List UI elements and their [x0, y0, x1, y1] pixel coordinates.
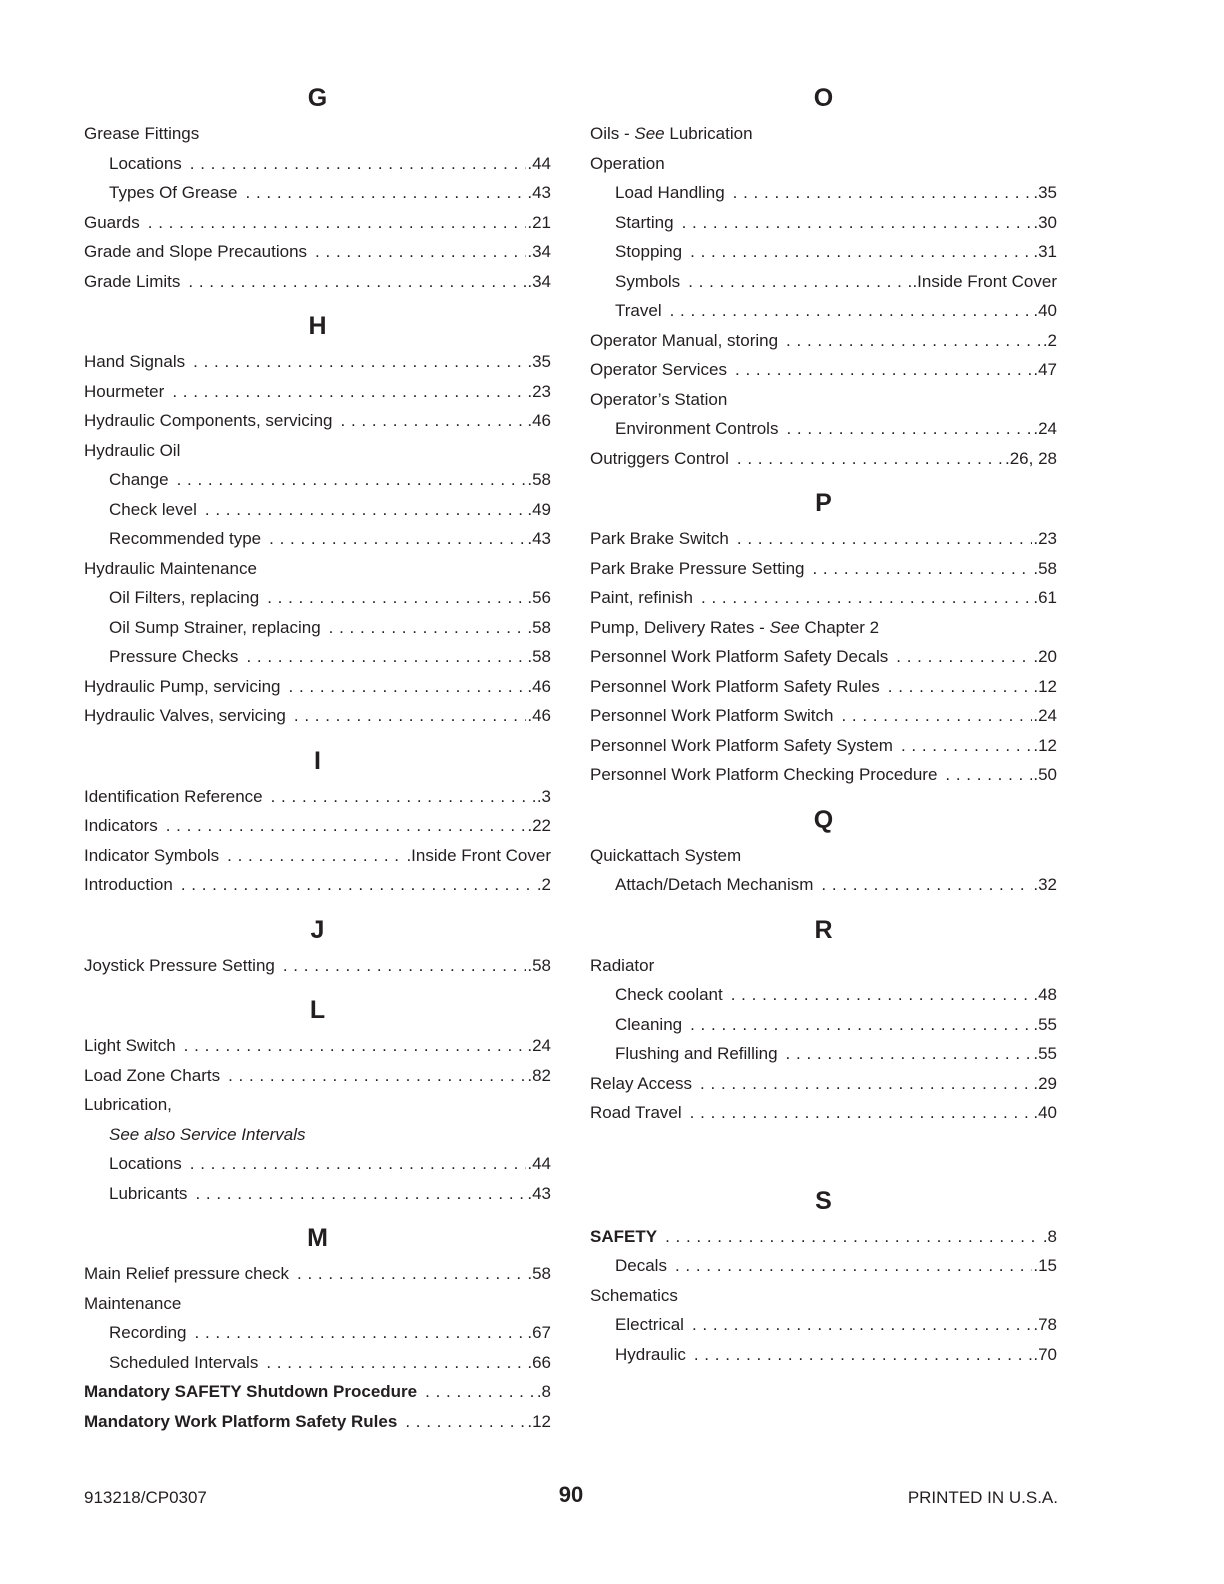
- dot-leader: [700, 1069, 1032, 1099]
- page-footer: [84, 1482, 1058, 1512]
- dot-leader: [688, 267, 911, 297]
- section-letter-g: G: [307, 84, 328, 112]
- dot-leader: [945, 760, 1032, 790]
- dot-leader: [195, 1179, 526, 1209]
- index-entry: Main Relief pressure check . . . .58: [84, 1259, 551, 1289]
- index-entry: Operator’s Station: [590, 389, 728, 409]
- dot-leader: [190, 1149, 527, 1179]
- section-letter-m: M: [307, 1224, 328, 1252]
- index-entry: Paint, refinish . . . .61: [590, 583, 1057, 613]
- dot-leader: [682, 208, 1033, 238]
- index-entry: Starting . . . .30: [590, 208, 1057, 238]
- section-letter-r: R: [814, 915, 833, 944]
- index-column-right: [590, 80, 1057, 1369]
- index-entry: Personnel Work Platform Checking Procedure . . . .50: [590, 760, 1057, 790]
- index-entry: Decals . . . .15: [590, 1251, 1057, 1281]
- section-letter-l: L: [309, 996, 326, 1024]
- spacer: [590, 790, 1057, 802]
- dot-leader: [731, 980, 1033, 1010]
- dot-leader: [737, 444, 1004, 474]
- dot-leader: [733, 178, 1033, 208]
- index-entry: Check coolant . . . .48: [590, 980, 1057, 1010]
- spacer: [590, 900, 1057, 912]
- dot-leader: [172, 377, 526, 407]
- dot-leader: [205, 495, 526, 525]
- dot-leader: [227, 841, 405, 871]
- index-entry: See also Service Intervals: [109, 1124, 306, 1144]
- index-entry: Lubricants . . . .43: [84, 1179, 551, 1209]
- index-column-left: [84, 80, 551, 1436]
- dot-leader: [177, 465, 527, 495]
- index-entry: SAFETY . . . .8: [590, 1222, 1057, 1252]
- dot-leader: [188, 267, 526, 297]
- page-number: 90: [558, 1482, 584, 1507]
- spacer: [84, 900, 551, 912]
- spacer: [84, 296, 551, 308]
- index-entry: Load Handling . . . .35: [590, 178, 1057, 208]
- index-entry: Quickattach System: [590, 845, 742, 865]
- index-entry: Grade Limits . . . .34: [84, 267, 551, 297]
- index-entry: Mandatory SAFETY Shutdown Procedure . . . .8: [84, 1377, 551, 1407]
- index-entry: Personnel Work Platform Switch . . . .24: [590, 701, 1057, 731]
- index-entry: Recommended type . . . .43: [84, 524, 551, 554]
- index-entry: Oils - See Lubrication: [590, 124, 753, 143]
- dot-leader: [665, 1222, 1042, 1252]
- dot-leader: [289, 672, 527, 702]
- index-entry: Mandatory Work Platform Safety Rules . . . .12: [84, 1407, 551, 1437]
- index-entry: Hydraulic Maintenance: [84, 558, 257, 578]
- dot-leader: [294, 701, 526, 731]
- index-entry: Attach/Detach Mechanism . . . .32: [590, 870, 1057, 900]
- dot-leader: [670, 296, 1033, 326]
- index-entry: Outriggers Control . . . .26, 28: [590, 444, 1057, 474]
- dot-leader: [786, 414, 1032, 444]
- section-letter-s: S: [815, 1186, 832, 1215]
- index-entry: Personnel Work Platform Safety Rules . . . .12: [590, 672, 1057, 702]
- section-letter-i: I: [314, 746, 321, 775]
- dot-leader: [329, 613, 527, 643]
- dot-leader: [888, 672, 1033, 702]
- index-entry: Recording . . . .67: [84, 1318, 551, 1348]
- dot-leader: [735, 355, 1032, 385]
- index-entry: Radiator: [590, 955, 655, 975]
- dot-leader: [297, 1259, 526, 1289]
- dot-leader: [737, 524, 1032, 554]
- index-entry: Introduction . . . .2: [84, 870, 551, 900]
- index-entry: Personnel Work Platform Safety Decals . . . .20: [590, 642, 1057, 672]
- index-entry: Change . . . .58: [84, 465, 551, 495]
- dot-leader: [315, 237, 526, 267]
- dot-leader: [228, 1061, 526, 1091]
- index-entry: Stopping . . . .31: [590, 237, 1057, 267]
- index-entry: Locations . . . .44: [84, 1149, 551, 1179]
- index-entry: Road Travel . . . .40: [590, 1098, 1057, 1128]
- dot-leader: [701, 583, 1032, 613]
- dot-leader: [341, 406, 527, 436]
- dot-leader: [690, 1010, 1032, 1040]
- dot-leader: [283, 951, 527, 981]
- index-entry: Hydraulic Components, servicing . . . .46: [84, 406, 551, 436]
- spacer: [84, 980, 551, 992]
- dot-leader: [193, 347, 526, 377]
- index-entry: Indicator Symbols . . . .Inside Front Cover: [84, 841, 551, 871]
- index-entry: Operation: [590, 153, 665, 173]
- dot-leader: [184, 1031, 527, 1061]
- index-entry: Scheduled Intervals . . . .66: [84, 1348, 551, 1378]
- index-entry: Light Switch . . . .24: [84, 1031, 551, 1061]
- index-entry: Symbols . . . .Inside Front Cover: [590, 267, 1057, 297]
- index-entry: Environment Controls . . . .24: [590, 414, 1057, 444]
- dot-leader: [690, 237, 1032, 267]
- index-entry: Locations . . . .44: [84, 149, 551, 179]
- index-entry: Maintenance: [84, 1293, 182, 1313]
- index-entry: Lubrication,: [84, 1095, 172, 1114]
- index-entry: Park Brake Pressure Setting . . . .58: [590, 554, 1057, 584]
- index-entry: Cleaning . . . .55: [590, 1010, 1057, 1040]
- index-entry: Check level . . . .49: [84, 495, 551, 525]
- dot-leader: [675, 1251, 1032, 1281]
- index-entry: Joystick Pressure Setting . . . .58: [84, 951, 551, 981]
- dot-leader: [425, 1377, 536, 1407]
- dot-leader: [246, 642, 526, 672]
- index-entry: Park Brake Switch . . . .23: [590, 524, 1057, 554]
- index-entry: Hand Signals . . . .35: [84, 347, 551, 377]
- index-entry: Electrical . . . .78: [590, 1310, 1057, 1340]
- dot-leader: [181, 870, 536, 900]
- index-entry: Grease Fittings: [84, 124, 200, 143]
- spacer: [590, 1128, 1057, 1183]
- index-entry: Schematics: [590, 1285, 678, 1305]
- index-entry: Personnel Work Platform Safety System . . . .12: [590, 731, 1057, 761]
- index-entry: Hydraulic Valves, servicing . . . .46: [84, 701, 551, 731]
- printed-notice: PRINTED IN U.S.A.: [907, 1488, 1058, 1507]
- dot-leader: [190, 149, 527, 179]
- index-entry: Types Of Grease . . . .43: [84, 178, 551, 208]
- index-entry: Operator Services . . . .47: [590, 355, 1057, 385]
- index-entry: Travel . . . .40: [590, 296, 1057, 326]
- index-entry: Oil Sump Strainer, replacing . . . .58: [84, 613, 551, 643]
- dot-leader: [786, 326, 1042, 356]
- index-entry: Guards . . . .21: [84, 208, 551, 238]
- dot-leader: [896, 642, 1032, 672]
- spacer: [84, 731, 551, 743]
- dot-leader: [786, 1039, 1033, 1069]
- index-entry: Oil Filters, replacing . . . .56: [84, 583, 551, 613]
- dot-leader: [271, 782, 536, 812]
- dot-leader: [266, 1348, 526, 1378]
- index-entry: Identification Reference . . . .3: [84, 782, 551, 812]
- index-entry: Hydraulic Oil: [84, 440, 181, 460]
- spacer: [590, 473, 1057, 485]
- index-entry: Pump, Delivery Rates - See Chapter 2: [590, 617, 880, 637]
- dot-leader: [812, 554, 1032, 584]
- dot-leader: [405, 1407, 526, 1437]
- dot-leader: [692, 1310, 1032, 1340]
- dot-leader: [841, 701, 1032, 731]
- index-entry: Pressure Checks . . . .58: [84, 642, 551, 672]
- index-entry: Indicators . . . .22: [84, 811, 551, 841]
- dot-leader: [195, 1318, 527, 1348]
- section-letter-o: O: [813, 84, 834, 112]
- dot-leader: [901, 731, 1032, 761]
- dot-leader: [821, 870, 1032, 900]
- dot-leader: [246, 178, 527, 208]
- dot-leader: [166, 811, 527, 841]
- index-entry: Flushing and Refilling . . . .55: [590, 1039, 1057, 1069]
- dot-leader: [269, 524, 526, 554]
- section-letter-p: P: [815, 489, 832, 517]
- index-entry: Operator Manual, storing . . . .2: [590, 326, 1057, 356]
- index-entry: Relay Access . . . .29: [590, 1069, 1057, 1099]
- index-entry: Hydraulic Pump, servicing . . . .46: [84, 672, 551, 702]
- index-entry: Hydraulic . . . .70: [590, 1340, 1057, 1370]
- section-letter-q: Q: [813, 805, 834, 834]
- dot-leader: [148, 208, 527, 238]
- index-entry: Hourmeter . . . .23: [84, 377, 551, 407]
- dot-leader: [267, 583, 526, 613]
- index-entry: Grade and Slope Precautions . . . .34: [84, 237, 551, 267]
- dot-leader: [694, 1340, 1033, 1370]
- document-number: 913218/CP0307: [84, 1488, 207, 1507]
- spacer: [84, 1208, 551, 1220]
- index-entry: Load Zone Charts . . . .82: [84, 1061, 551, 1091]
- section-letter-j: J: [310, 915, 325, 944]
- section-letter-h: H: [308, 312, 327, 340]
- dot-leader: [690, 1098, 1033, 1128]
